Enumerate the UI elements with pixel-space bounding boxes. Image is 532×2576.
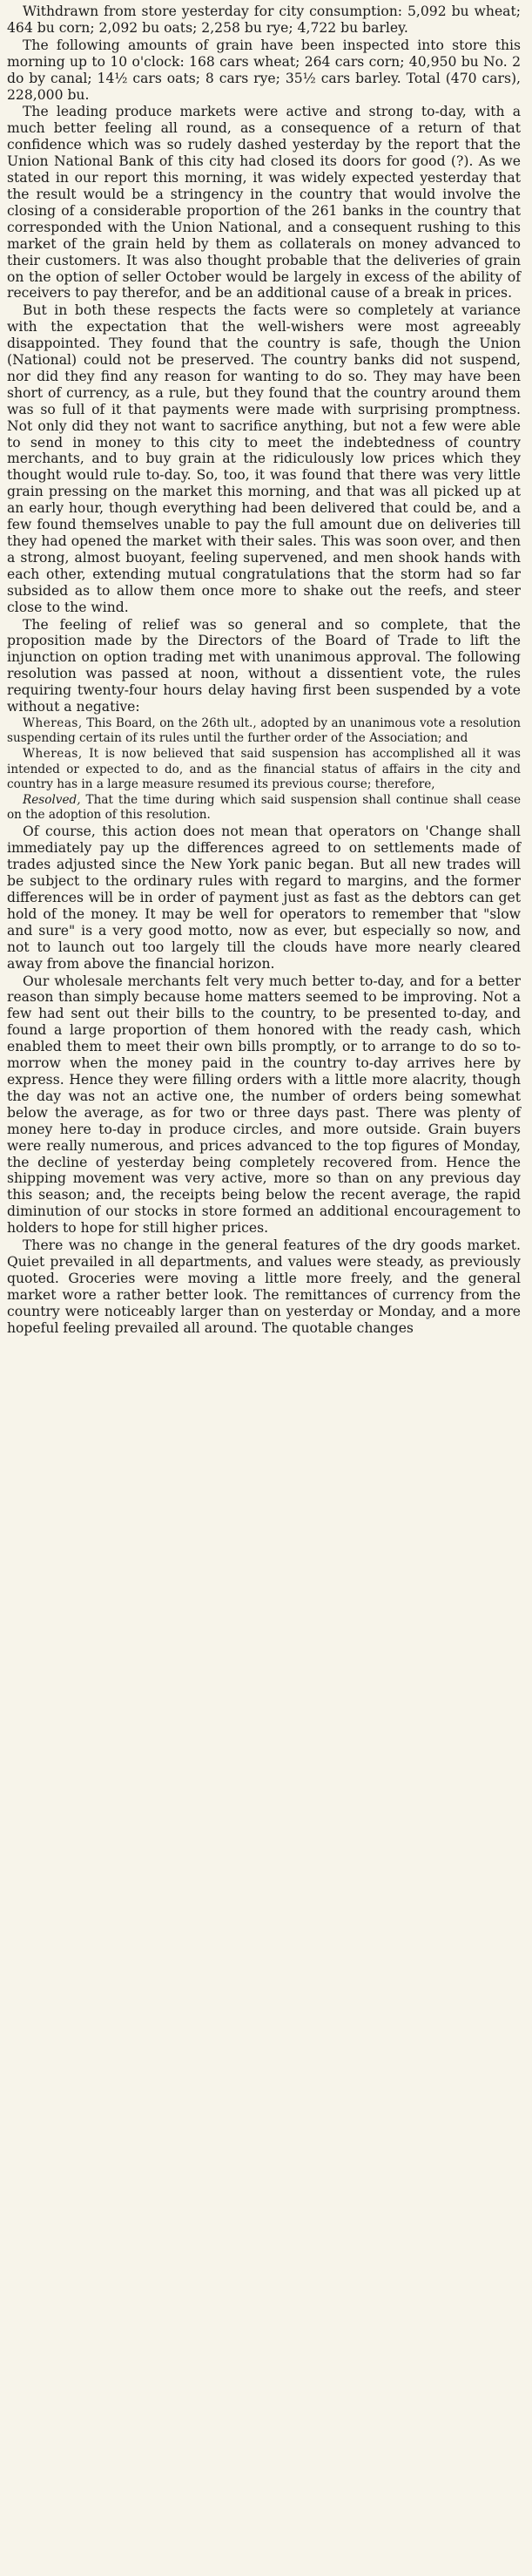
- resolution-whereas-1-lead: Whereas,: [23, 715, 83, 730]
- resolution-whereas-2-lead: Whereas,: [23, 747, 83, 762]
- paragraph-wholesale: Our wholesale merchants felt very much better to-day, and for a better reason than simply because home matters seemed to be improving. Not a few had sent out their bills to the country, to be presented to-day, and found a large proportion of them honored with the ready cash, which enabled them to meet their own bills promptly, or to arrange to do so to-morrow when the money paid in the country to-day arrives here by express. Hence they were filling orders with a little more alacrity, though the day was not an active one, the number of orders being somewhat below the average, as for two or three days past. There was plenty of money here to-day in produce circles, and more outside. Grain buyers were really numerous, and prices advanced to the top figures of Monday, the decline of yesterday being completely recovered from. Hence the shipping movement was very active, more so than on any previous day this season; and, the receipts being below the recent average, the rapid diminution of our stocks in store formed an additional encouragement to holders to hope for still higher prices.: [7, 973, 521, 1237]
- resolution-resolved: [7, 793, 521, 823]
- resolution-whereas-2-text: It is now believed that said suspension has accomplished all it was intended or expected to do, and as the financial status of affairs in the city and country has in a large measure resumed its previous course; therefore,: [7, 747, 521, 791]
- article-column: [7, 3, 521, 1337]
- resolution-whereas-1-text: This Board, on the 26th ult., adopted by an unanimous vote a resolution suspending certain of its rules until the further order of the Association; and: [7, 715, 522, 746]
- resolution-resolved-lead: Resolved,: [23, 792, 81, 807]
- resolution-resolved-text: That the time during which said suspension shall continue shall cease on the adoption of this resolution.: [7, 792, 521, 823]
- paragraph-withdrawn: Withdrawn from store yesterday for city consumption: 5,092 bu wheat; 464 bu corn; 2,092 bu oats; 2,258 bu rye; 4,722 bu barley.: [7, 3, 521, 36]
- paragraph-dry-goods: There was no change in the general features of the dry goods market. Quiet prevailed in all departments, and values were steady, as previously quoted. Groceries were moving a little more freely, and the general market wore a rather better look. The remittances of currency from the country were noticeably larger than on yesterday or Monday, and a more hopeful feeling prevailed all around. The quotable changes: [7, 1237, 521, 1336]
- paragraph-change-operators: Of course, this action does not mean that operators on 'Change shall immediately pay up the differences agreed to on settlements made of trades adjusted since the New York panic began. But all new trades will be subject to the ordinary rules with regard to margins, and the former differences will be in order of payment just as fast as the debtors can get hold of the money. It may be well for operators to remember that "slow and sure" is a very good motto, now as ever, but especially so now, and not to launch out too largely till the clouds have more nearly cleared away from above the financial horizon.: [7, 824, 521, 972]
- resolution-whereas-2: [7, 747, 521, 792]
- paragraph-inspected: The following amounts of grain have been inspected into store this morning up to 10 o'clock: 168 cars wheat; 264 cars corn; 40,950 bu No. 2 do by canal; 14½ cars oats; 8 cars rye; 35½ cars barley. Total (470 cars), 228,000 bu.: [7, 37, 521, 103]
- paragraph-produce-markets: The leading produce markets were active and strong to-day, with a much better feeling all round, as a consequence of a return of that confidence which was so rudely dashed yesterday by the report that the Union National Bank of this city had closed its doors for good (?). As we stated in our report this morning, it was widely expected yesterday that the result would be a stringency in the country that would involve the closing of a considerable proportion of the 261 banks in the country that corresponded with the Union National, and a consequent rushing to this market of the grain held by them as collaterals on money advanced to their customers. It was also thought probable that the deliveries of grain on the option of seller October would be largely in excess of the ability of receivers to pay therefor, and be an additional cause of a break in prices.: [7, 104, 521, 302]
- paragraph-country-banks: But in both these respects the facts were so completely at variance with the expectation that the well-wishers were most agreeably disappointed. They found that the country is safe, though the Union (National) could not be preserved. The country banks did not suspend, nor did they find any reason for wanting to do so. They may have been short of currency, as a rule, but they found that the country around them was so full of it that payments were made with surprising promptness. Not only did they not want to sacrifice anything, but not a few were able to send in money to this city to meet the indebtedness of country merchants, and to buy grain at the ridiculously low prices which they thought would rule to-day. So, too, it was found that there was very little grain pressing on the market this morning, and that was all picked up at an early hour, though everything had been delivered that could be, and a few found themselves unable to pay the full amount due on deliveries till they had opened the market with their sales. This was soon over, and then a strong, almost buoyant, feeling supervened, and men shook hands with each other, extending mutual congratulations that the storm had so far subsided as to allow them once more to shake out the reefs, and steer close to the wind.: [7, 302, 521, 615]
- resolution-whereas-1: [7, 716, 521, 746]
- paragraph-relief: The feeling of relief was so general and so complete, that the proposition made by the Directors of the Board of Trade to lift the injunction on option trading met with unanimous approval. The following resolution was passed at noon, without a dissentient vote, the rules requiring twenty-four hours delay having first been suspended by a vote without a negative:: [7, 616, 521, 715]
